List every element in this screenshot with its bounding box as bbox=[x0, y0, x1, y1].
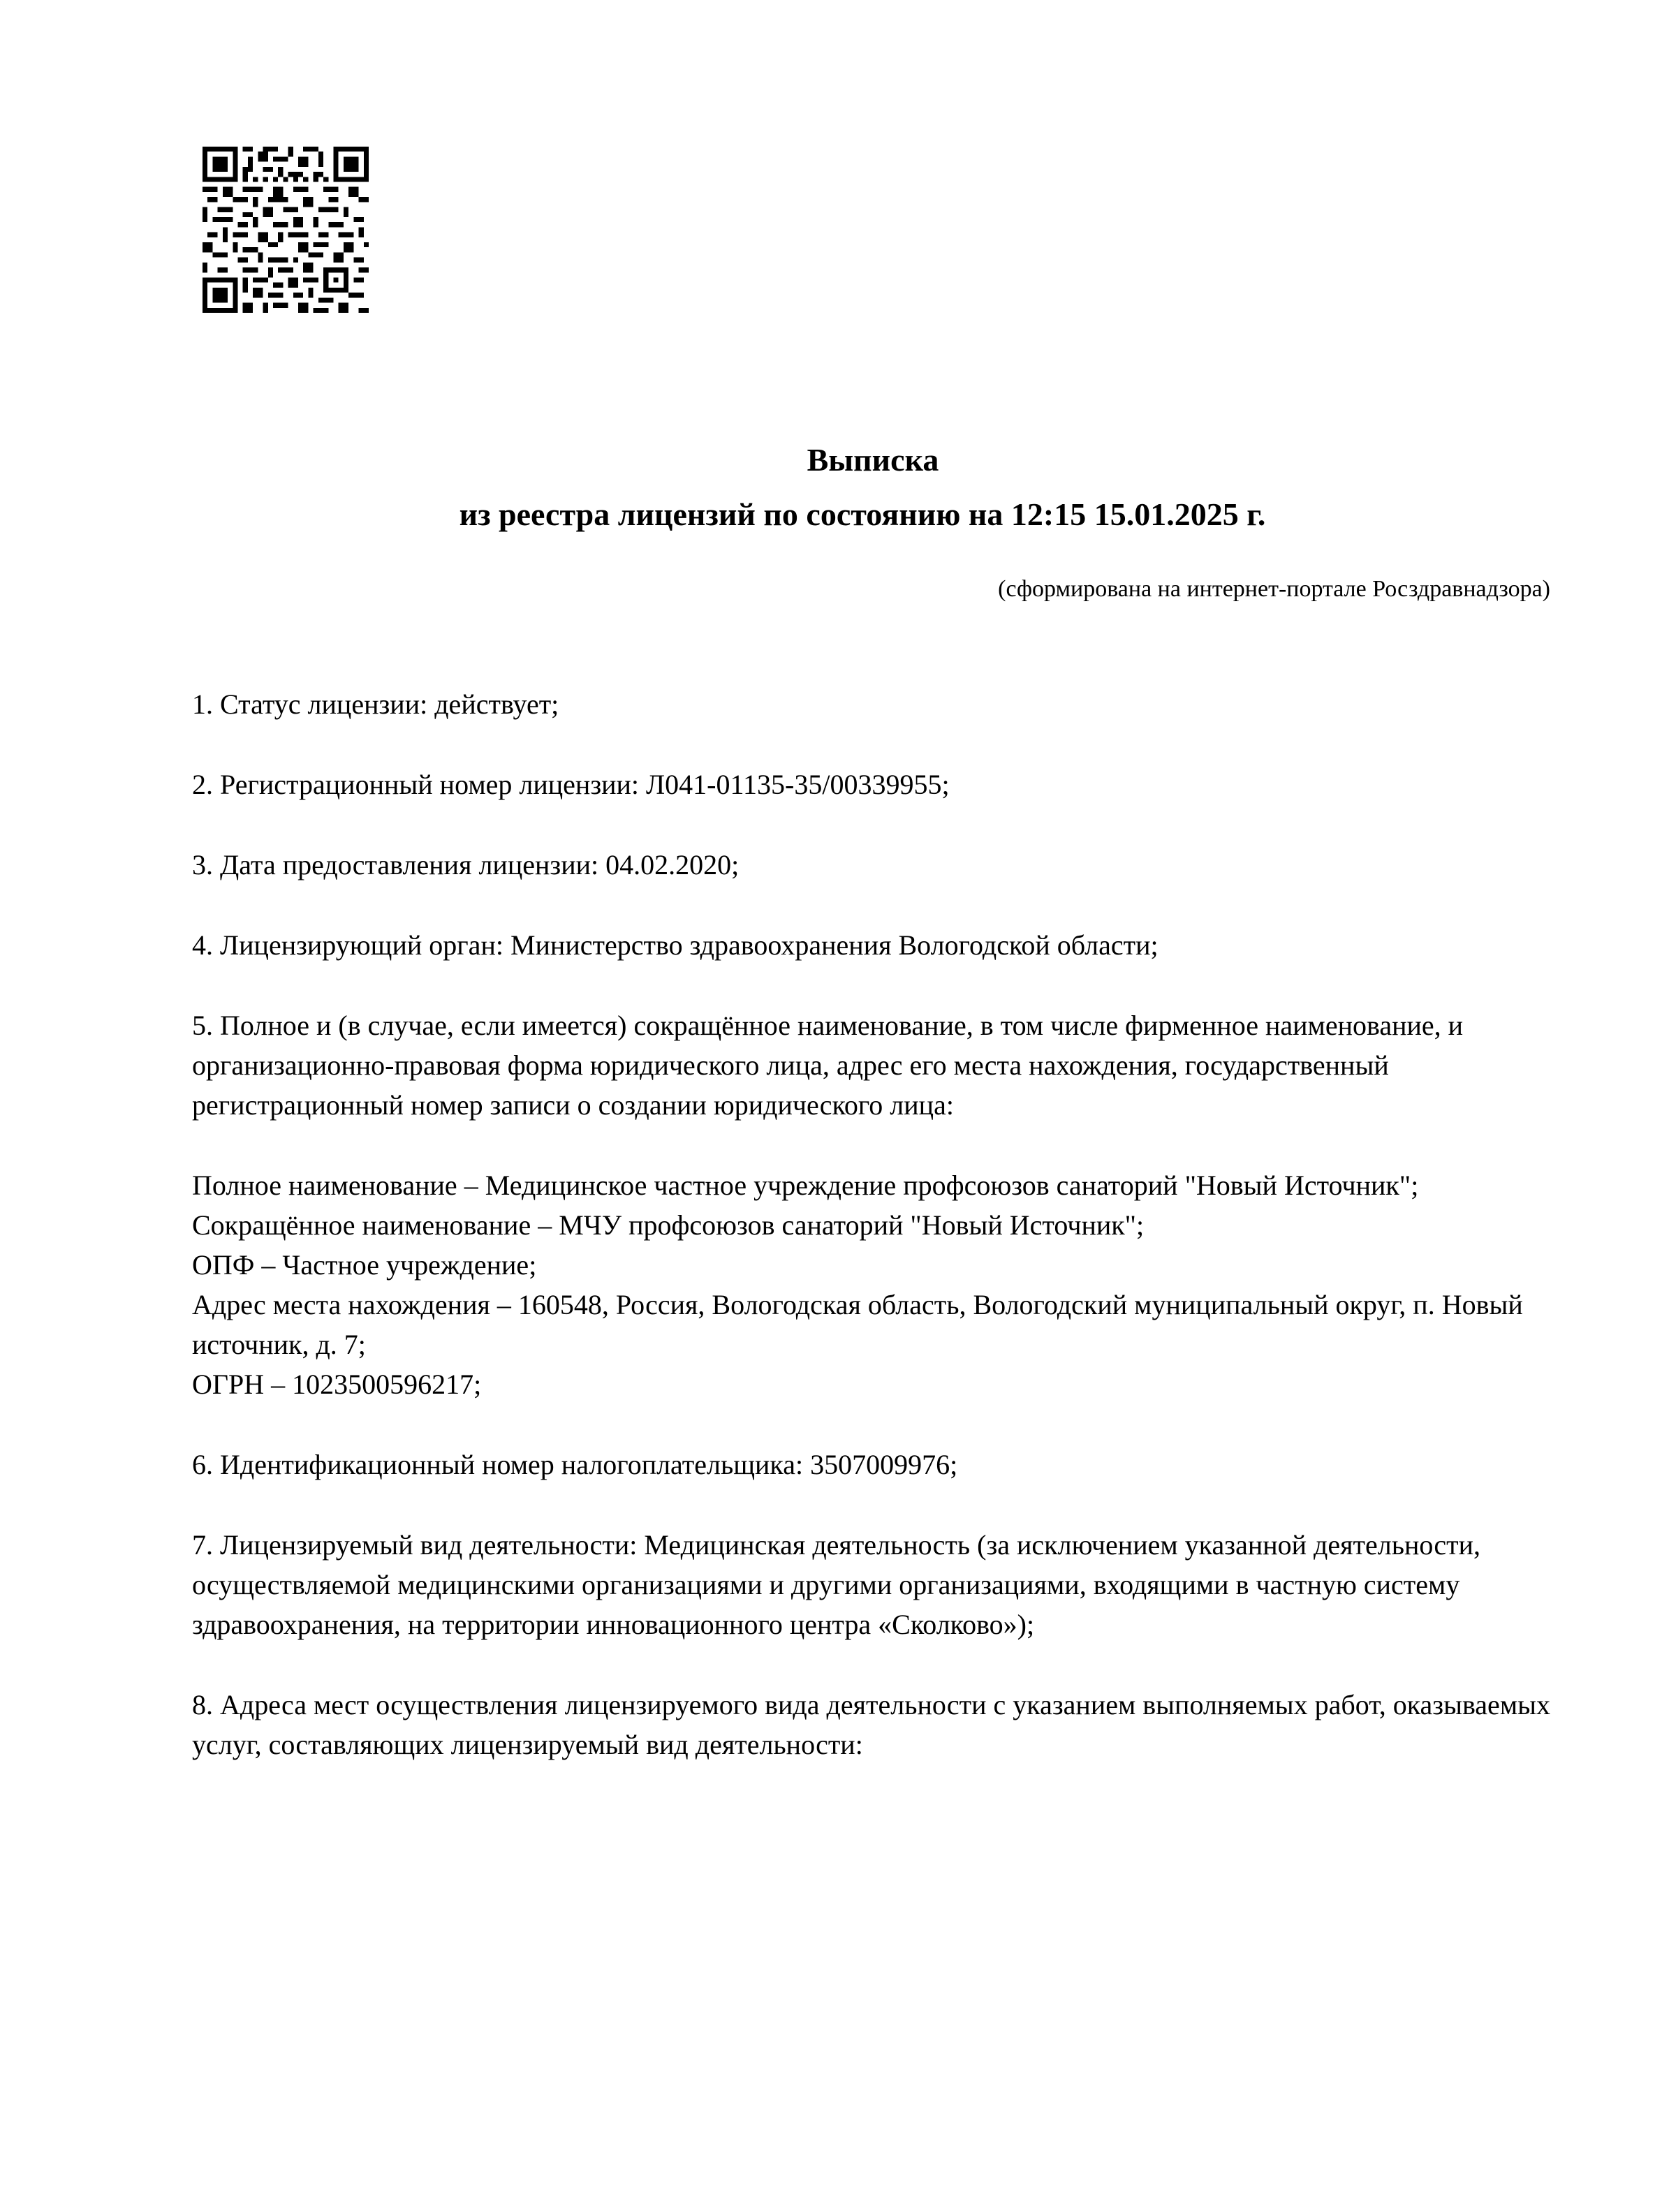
entity-full-name: Полное наименование – Медицинское частное учреждение профсоюзов санаторий "Новый Источник"; bbox=[192, 1170, 1419, 1201]
licensed-activity: 7. Лицензируемый вид деятельности: Медицинская деятельность (за исключением указанной деятельности, осуществляемой медицинскими организациями и другими организациями, входящими в частную систему здравоохранения, на территории инновационного центра «Сколково»); bbox=[192, 1529, 1481, 1640]
title-heading: Выписка bbox=[807, 442, 939, 478]
entity-address: Адрес места нахождения – 160548, Россия, Вологодская область, Вологодский муниципальный округ, п. Новый источник, д. 7; bbox=[192, 1289, 1523, 1360]
document-title bbox=[0, 433, 1662, 542]
document-body bbox=[192, 684, 1561, 1764]
source-note: (сформирована на интернет-портале Росздравнадзора) bbox=[998, 576, 1550, 602]
license-issue-date: 3. Дата предоставления лицензии: 04.02.2020; bbox=[192, 849, 740, 880]
entity-ogrn: ОГРН – 1023500596217; bbox=[192, 1369, 482, 1400]
entity-opf: ОПФ – Частное учреждение; bbox=[192, 1249, 537, 1281]
activity-addresses-heading: 8. Адреса мест осуществления лицензируемого вида деятельности с указанием выполняемых работ, оказываемых услуг, составляющих лицензируемый вид деятельности: bbox=[192, 1689, 1550, 1760]
entity-heading: 5. Полное и (в случае, если имеется) сокращённое наименование, в том числе фирменное наименование, и организационно-правовая форма юридического лица, адрес его места нахождения, государственный регистрационный номер записи о создании юридического лица: bbox=[192, 1010, 1464, 1121]
taxpayer-id: 6. Идентификационный номер налогоплательщика: 3507009976; bbox=[192, 1449, 958, 1480]
qr-code bbox=[203, 147, 369, 313]
license-status: 1. Статус лицензии: действует; bbox=[192, 688, 559, 720]
license-reg-number: 2. Регистрационный номер лицензии: Л041-01135-35/00339955; bbox=[192, 769, 950, 800]
title-subheading: из реестра лицензий по состоянию на 12:15 15.01.2025 г. bbox=[459, 496, 1266, 532]
qr-code-icon bbox=[203, 147, 369, 313]
entity-short-name: Сокращённое наименование – МЧУ профсоюзов санаторий "Новый Источник"; bbox=[192, 1209, 1145, 1241]
licensing-authority: 4. Лицензирующий орган: Министерство здравоохранения Вологодской области; bbox=[192, 929, 1159, 961]
